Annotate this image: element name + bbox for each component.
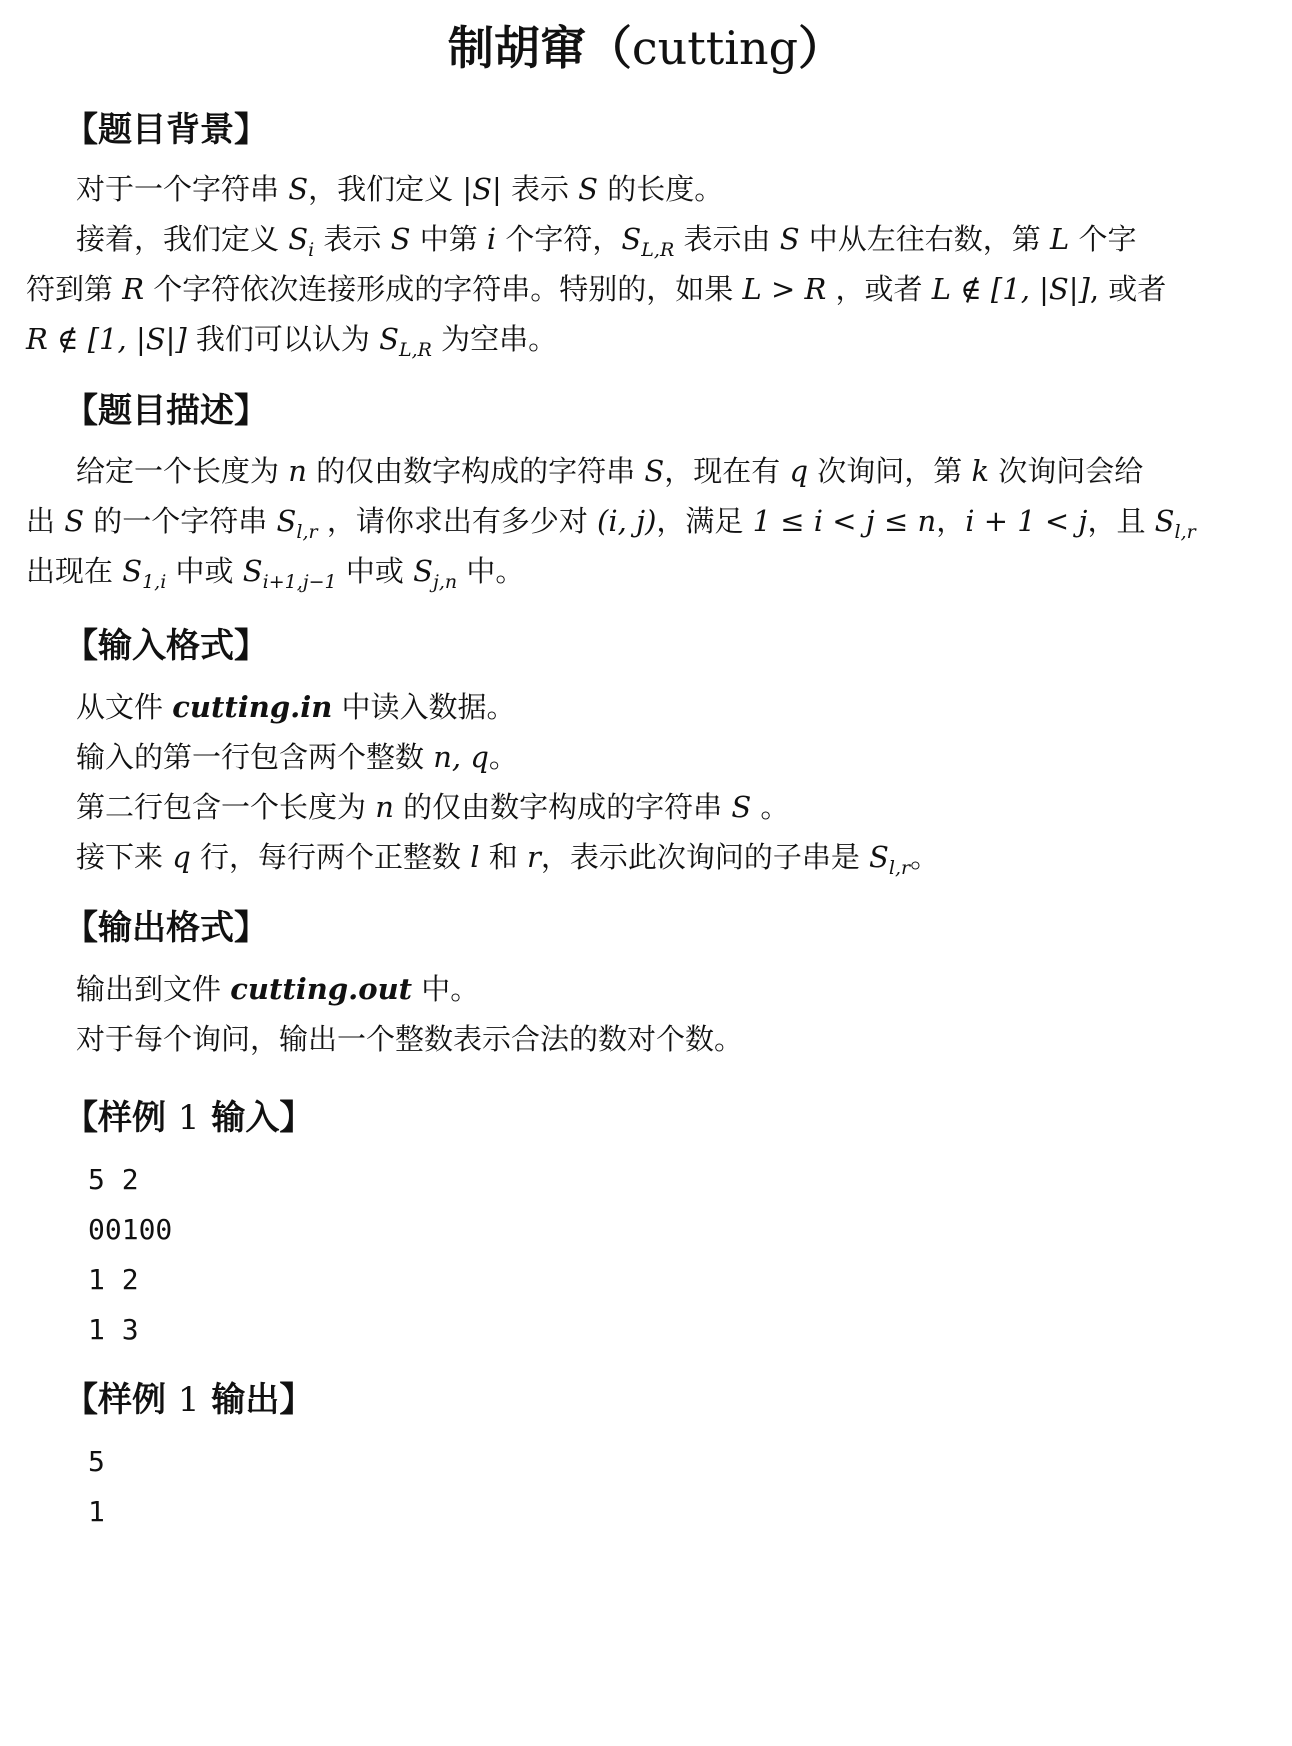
background-line-3: 符到第 R 个字符依次连接形成的字符串。特别的，如果 L > R ，或者 L ∉ [1, |S|], 或者: [26, 272, 1167, 306]
background-line-1: 对于一个字符串 S，我们定义 |S| 表示 S 的长度。: [76, 172, 724, 206]
sample-output-line: 5: [88, 1445, 105, 1478]
title-close: ）: [798, 21, 845, 75]
sample-output-block: [88, 1437, 105, 1537]
sample-input-line: 1 3: [88, 1313, 139, 1346]
input-line-4: 接下来 q 行，每行两个正整数 l 和 r，表示此次询问的子串是 $S_{l,r}$。: [76, 840, 940, 879]
background-line-2: 接着，我们定义 $S_i$ 表示 S 中第 i 个字符，$S_{L,R}$ 表示由 S 中从左往右数，第 L 个字: [76, 222, 1137, 261]
output-format-paragraph: [26, 964, 1226, 1064]
background-paragraph: [26, 164, 1226, 364]
output-line-1: 输出到文件 cutting.out 中。: [76, 972, 480, 1006]
description-paragraph: [26, 446, 1226, 596]
input-format-paragraph: [26, 682, 1226, 882]
description-line-1: 给定一个长度为 n 的仅由数字构成的字符串 S，现在有 q 次询问，第 k 次询问会给: [76, 454, 1144, 488]
heading-background: 【题目背景】: [64, 110, 268, 150]
sample-input-line: 00100: [88, 1213, 173, 1246]
sample-output-line: 1: [88, 1495, 105, 1528]
sample-input-line: 1 2: [88, 1263, 139, 1296]
input-line-1: 从文件 cutting.in 中读入数据。: [76, 690, 516, 724]
title-main: 制胡窜（: [447, 21, 632, 75]
heading-sample-input: 【样例 1 输入】: [64, 1098, 314, 1138]
input-line-2: 输入的第一行包含两个整数 n, q。: [76, 740, 518, 774]
heading-input-format: 【输入格式】: [64, 626, 268, 666]
description-line-2: 出 S 的一个字符串 $S_{l,r}$ ，请你求出有多少对 (i, j)，满足 1 ≤ i < j ≤ n，i + 1 < j，且 $S_{l,r}$: [26, 504, 1196, 543]
sample-input-line: 5 2: [88, 1163, 139, 1196]
page-title: [0, 18, 1292, 78]
heading-description: 【题目描述】: [64, 391, 268, 431]
title-latin: cutting: [631, 21, 799, 75]
output-line-2: 对于每个询问，输出一个整数表示合法的数对个数。: [76, 1022, 744, 1056]
input-line-3: 第二行包含一个长度为 n 的仅由数字构成的字符串 S 。: [76, 790, 790, 824]
heading-sample-output: 【样例 1 输出】: [64, 1380, 314, 1420]
description-line-3: 出现在 $S_{1,i}$ 中或 $S_{i+1,j-1}$ 中或 $S_{j,n}$ 中。: [26, 554, 525, 593]
sample-input-block: [88, 1155, 172, 1355]
background-line-4: R ∉ [1, |S|] 我们可以认为 $S_{L,R}$ 为空串。: [26, 322, 558, 361]
heading-output-format: 【输出格式】: [64, 908, 268, 948]
